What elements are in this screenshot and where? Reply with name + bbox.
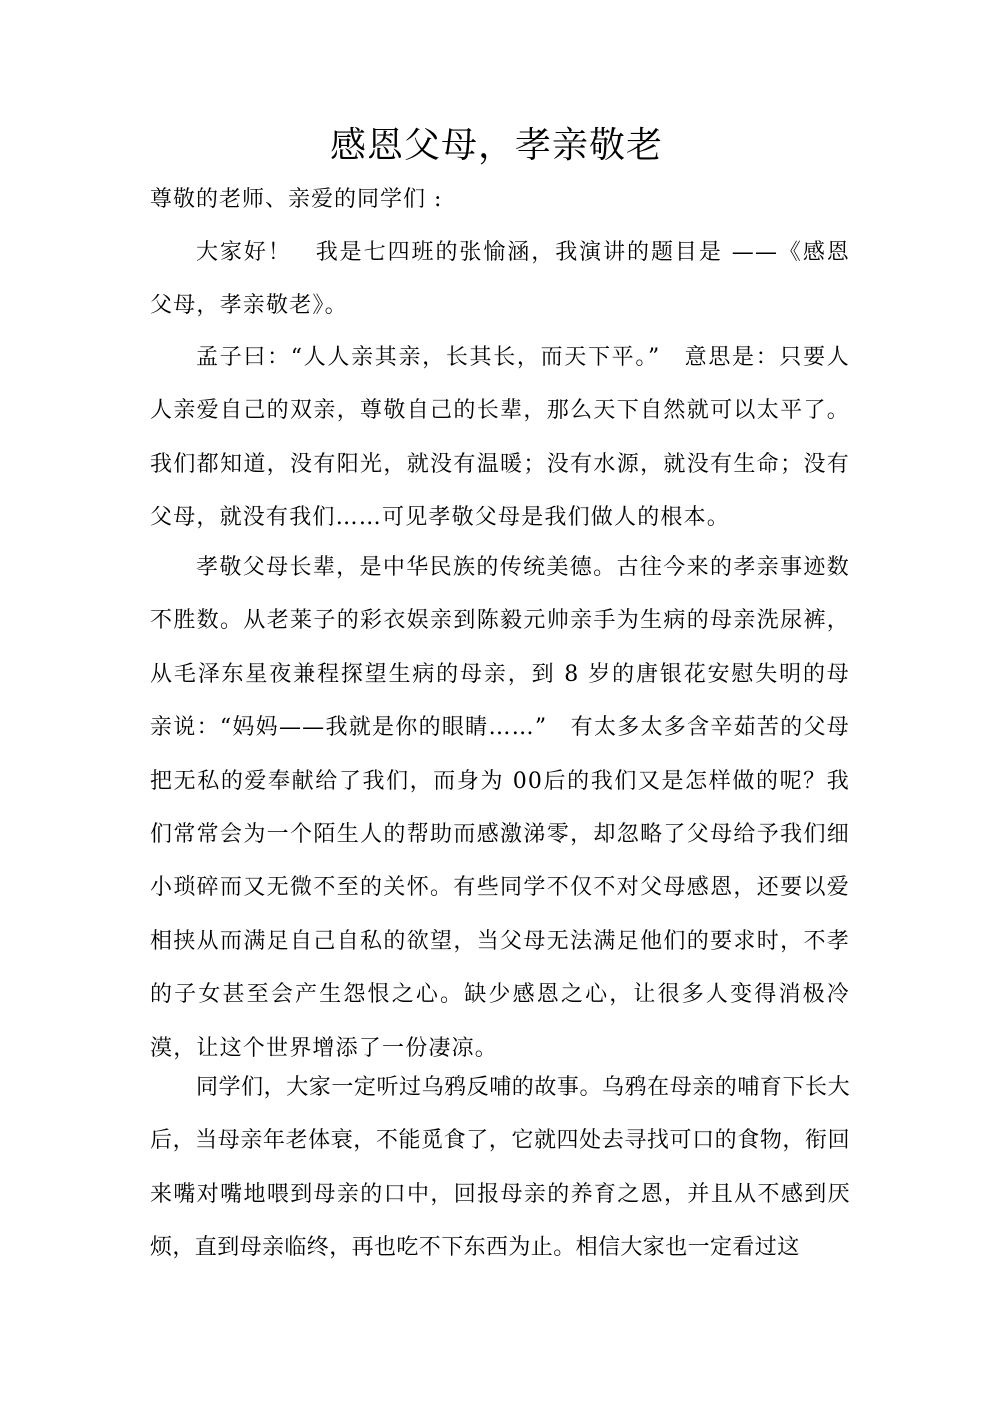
paragraph-filial-piety: 孝敬父母长辈，是中华民族的传统美德。古往今来的孝亲事迹数不胜数。从老莱子的彩衣娱亲到陈毅元帅亲手为生病的母亲洗尿裤，从毛泽东星夜兼程探望生病的母亲，到 8 岁的唐银花安慰失明的母亲说：“妈妈——我就是你的眼睛……” 有太多太多含辛茹苦的父母把无私的爱奉献给了我们，而身为 00后的我们又是怎样做的呢？我们常常会为一个陌生人的帮助而感激涕零，却忽略了父母给予我们细小琐碎而又无微不至的关怀。有些同学不仅不对父母感恩，还要以爱相挟从而满足自己自私的欲望，当父母无法满足他们的要求时，不孝的子女甚至会产生怨恨之心。缺少感恩之心，让很多人变得消极冷漠，让这个世界增添了一份凄凉。 — [150, 555, 850, 1061]
paragraph-mencius-quote: 孟子曰：“人人亲其亲，长其长，而天下平。” 意思是：只要人人亲爱自己的双亲，尊敬自己的长辈，那么天下自然就可以太平了。我们都知道，没有阳光，就没有温暖；没有水源，就没有生命；没有父母，就没有我们……可见孝敬父母是我们做人的根本。 — [150, 345, 850, 531]
paragraph-crow-story: 同学们，大家一定听过乌鸦反哺的故事。乌鸦在母亲的哺育下长大后，当母亲年老体衰，不能觅食了，它就四处去寻找可口的食物，衔回来嘴对嘴地喂到母亲的口中，回报母亲的养育之恩，并且从不感到厌烦，直到母亲临终，再也吃不下东西为止。相信大家也一定看过这 — [150, 1075, 850, 1261]
document-title: 感恩父母，孝亲敬老 — [329, 125, 663, 166]
salutation: 尊敬的老师、亲爱的同学们 : — [150, 187, 443, 212]
paragraph-greeting: 大家好！ 我是七四班的张愉涵，我演讲的题目是 ——《感恩父母，孝亲敬老》。 — [150, 240, 850, 319]
